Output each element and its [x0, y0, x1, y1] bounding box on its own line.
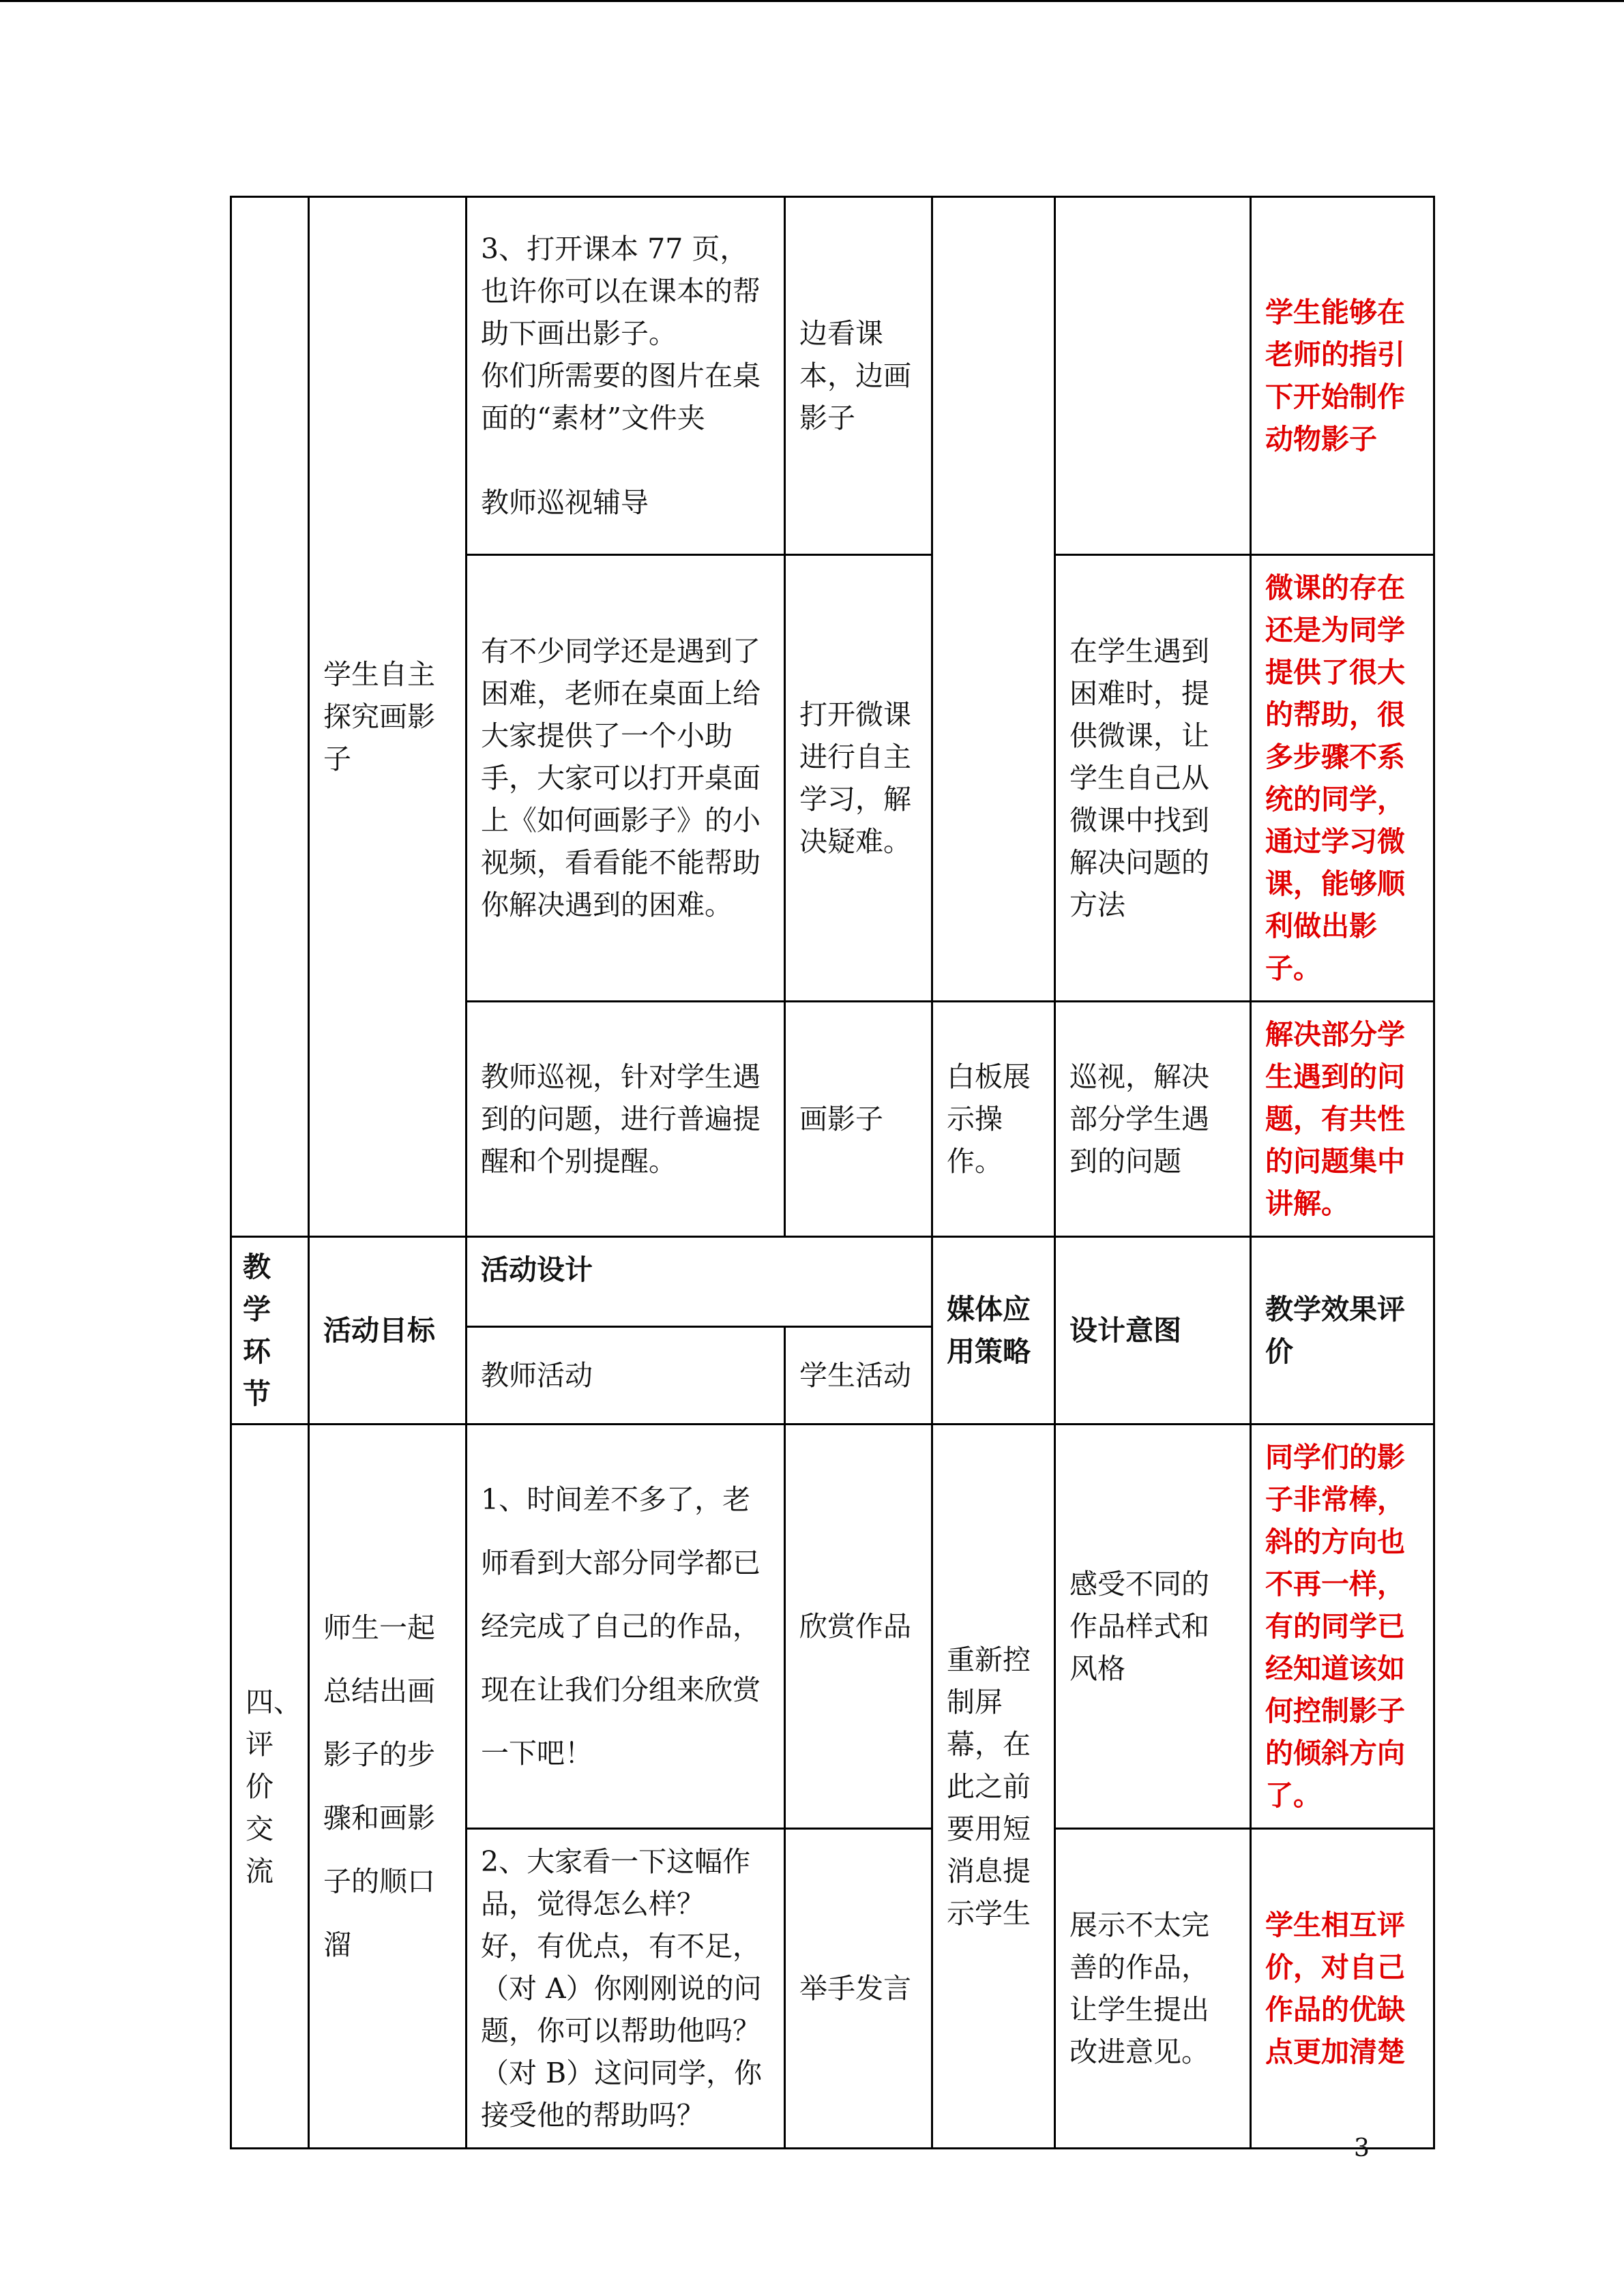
page-number: 3	[1354, 2134, 1370, 2162]
teaching-effect-cell: 解决部分学生遇到的问题，有共性的问题集中讲解。	[1251, 1002, 1434, 1237]
teacher-activity-cell: 教师巡视，针对学生遇到的问题，进行普遍提醒和个别提醒。	[467, 1002, 785, 1237]
header-media-strategy: 媒体应用策略	[932, 1237, 1055, 1425]
activity-goal-cell: 师生一起总结出画影子的步骤和画影子的顺口溜	[309, 1425, 467, 2149]
teacher-activity-cell: 3、打开课本 77 页，也许你可以在课本的帮助下画出影子。 你们所需要的图片在桌面的“素材”文件夹 教师巡视辅导	[467, 197, 785, 555]
header-activity-goal: 活动目标	[309, 1237, 467, 1425]
header-row	[231, 1237, 1434, 1327]
stage-cell-empty	[231, 197, 309, 1237]
teacher-activity-cell: 有不少同学还是遇到了困难，老师在桌面上给大家提供了一个小助手，大家可以打开桌面上《如何画影子》的小视频，看看能不能帮助你解决遇到的困难。	[467, 555, 785, 1002]
design-intent-cell: 感受不同的作品样式和风格	[1055, 1425, 1251, 1829]
table-row	[231, 1425, 1434, 1829]
design-intent-cell: 在学生遇到困难时，提供微课，让学生自己从微课中找到解决问题的方法	[1055, 555, 1251, 1002]
teacher-activity-cell: 2、大家看一下这幅作品，觉得怎么样？ 好，有优点，有不足，（对 A）你刚刚说的问题，你可以帮助他吗？（对 B）这问同学，你接受他的帮助吗？	[467, 1829, 785, 2149]
design-intent-cell	[1055, 197, 1251, 555]
design-intent-cell: 展示不太完善的作品，让学生提出改进意见。	[1055, 1829, 1251, 2149]
media-strategy-cell: 重新控制屏幕，在此之前要用短消息提示学生	[932, 1425, 1055, 2149]
table-row	[231, 197, 1434, 555]
header-activity-design: 活动设计	[467, 1237, 932, 1327]
teaching-effect-cell: 学生能够在老师的指引下开始制作动物影子	[1251, 197, 1434, 555]
student-activity-cell: 举手发言	[785, 1829, 932, 2149]
header-teaching-effect: 教学效果评价	[1251, 1237, 1434, 1425]
student-activity-cell: 打开微课进行自主学习，解决疑难。	[785, 555, 932, 1002]
lesson-plan-table	[230, 196, 1435, 2149]
stage-cell: 四、评价交流	[231, 1425, 309, 2149]
teaching-effect-cell: 同学们的影子非常棒，斜的方向也不再一样，有的同学已经知道该如何控制影子的倾斜方向了。	[1251, 1425, 1434, 1829]
top-border-line	[0, 0, 1624, 2]
teaching-effect-cell: 学生相互评价，对自己作品的优缺点更加清楚	[1251, 1829, 1434, 2149]
student-activity-cell: 边看课本，边画影子	[785, 197, 932, 555]
header-stage: 教学环节	[231, 1237, 309, 1425]
student-activity-cell: 画影子	[785, 1002, 932, 1237]
activity-goal-cell: 学生自主探究画影子	[309, 197, 467, 1237]
student-activity-cell: 欣赏作品	[785, 1425, 932, 1829]
teaching-effect-cell: 微课的存在还是为同学提供了很大的帮助，很多步骤不系统的同学，通过学习微课，能够顺利做出影子。	[1251, 555, 1434, 1002]
media-strategy-cell: 白板展示操作。	[932, 1002, 1055, 1237]
media-strategy-cell-empty	[932, 197, 1055, 1002]
header-teacher-activity: 教师活动	[467, 1327, 785, 1425]
header-student-activity: 学生活动	[785, 1327, 932, 1425]
header-design-intent: 设计意图	[1055, 1237, 1251, 1425]
teacher-activity-cell: 1、时间差不多了，老师看到大部分同学都已经完成了自己的作品，现在让我们分组来欣赏一下吧！	[467, 1425, 785, 1829]
design-intent-cell: 巡视，解决部分学生遇到的问题	[1055, 1002, 1251, 1237]
